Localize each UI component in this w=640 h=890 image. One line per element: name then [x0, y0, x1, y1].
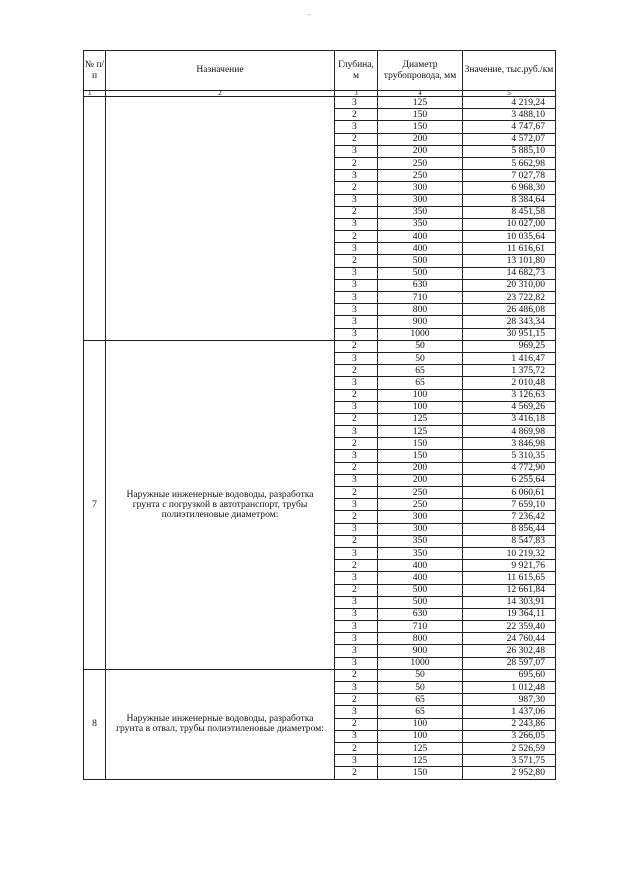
- value-cell: 1 437,06: [463, 706, 556, 718]
- column-number: 3: [335, 91, 378, 97]
- diameter-cell: 500: [378, 584, 463, 596]
- depth-cell: 3: [335, 97, 378, 109]
- value-cell: 8 856,44: [463, 523, 556, 535]
- diameter-cell: 250: [378, 487, 463, 499]
- header-depth: Глубина, м: [335, 51, 378, 91]
- value-cell: 4 572,07: [463, 133, 556, 145]
- value-cell: 8 384,64: [463, 194, 556, 206]
- depth-cell: 2: [335, 462, 378, 474]
- depth-cell: 3: [335, 572, 378, 584]
- depth-cell: 2: [335, 109, 378, 121]
- diameter-cell: 300: [378, 523, 463, 535]
- depth-cell: 2: [335, 511, 378, 523]
- depth-cell: 3: [335, 450, 378, 462]
- item-description: Наружные инженерные водоводы, разработка грунта в отвал, трубы полиэтиленовые диаметром:: [106, 669, 335, 779]
- diameter-cell: 350: [378, 547, 463, 559]
- diameter-cell: 300: [378, 194, 463, 206]
- depth-cell: 2: [335, 133, 378, 145]
- value-cell: 23 722,82: [463, 292, 556, 304]
- diameter-cell: 900: [378, 316, 463, 328]
- header-value: Значение, тыс.руб./км: [463, 51, 556, 91]
- value-cell: 12 661,84: [463, 584, 556, 596]
- diameter-cell: 65: [378, 694, 463, 706]
- depth-cell: 3: [335, 657, 378, 669]
- diameter-cell: 400: [378, 560, 463, 572]
- value-cell: 987,30: [463, 694, 556, 706]
- value-cell: 24 760,44: [463, 633, 556, 645]
- diameter-cell: 125: [378, 426, 463, 438]
- value-cell: 13 101,80: [463, 255, 556, 267]
- depth-cell: 2: [335, 694, 378, 706]
- value-cell: 3 846,98: [463, 438, 556, 450]
- diameter-cell: 100: [378, 718, 463, 730]
- value-cell: 1 012,48: [463, 682, 556, 694]
- depth-cell: 3: [335, 523, 378, 535]
- diameter-cell: 50: [378, 669, 463, 681]
- depth-cell: 2: [335, 231, 378, 243]
- value-cell: 20 310,00: [463, 279, 556, 291]
- diameter-cell: 125: [378, 755, 463, 767]
- diameter-cell: 350: [378, 535, 463, 547]
- depth-cell: 2: [335, 767, 378, 779]
- diameter-cell: 250: [378, 170, 463, 182]
- depth-cell: 2: [335, 742, 378, 754]
- diameter-cell: 400: [378, 231, 463, 243]
- value-cell: 11 615,65: [463, 572, 556, 584]
- item-description: [106, 97, 335, 341]
- depth-cell: 2: [335, 340, 378, 352]
- value-cell: 6 060,61: [463, 487, 556, 499]
- diameter-cell: 800: [378, 633, 463, 645]
- depth-cell: 2: [335, 413, 378, 425]
- value-cell: 28 597,07: [463, 657, 556, 669]
- depth-cell: 2: [335, 182, 378, 194]
- depth-cell: 2: [335, 487, 378, 499]
- header-row: [84, 51, 556, 91]
- depth-cell: 3: [335, 170, 378, 182]
- depth-cell: 3: [335, 352, 378, 364]
- diameter-cell: 500: [378, 255, 463, 267]
- value-cell: 9 921,76: [463, 560, 556, 572]
- depth-cell: 3: [335, 121, 378, 133]
- value-cell: 4 747,67: [463, 121, 556, 133]
- diameter-cell: 65: [378, 706, 463, 718]
- depth-cell: 3: [335, 474, 378, 486]
- value-cell: 4 569,26: [463, 401, 556, 413]
- value-cell: 1 375,72: [463, 365, 556, 377]
- value-cell: 10 219,32: [463, 547, 556, 559]
- depth-cell: 2: [335, 584, 378, 596]
- diameter-cell: 150: [378, 767, 463, 779]
- diameter-cell: 500: [378, 596, 463, 608]
- value-cell: 26 302,48: [463, 645, 556, 657]
- value-cell: 30 951,15: [463, 328, 556, 340]
- value-cell: 4 772,90: [463, 462, 556, 474]
- value-cell: 10 027,00: [463, 218, 556, 230]
- diameter-cell: 800: [378, 304, 463, 316]
- diameter-cell: 1000: [378, 657, 463, 669]
- value-cell: 4 219,24: [463, 97, 556, 109]
- value-cell: 695,60: [463, 669, 556, 681]
- depth-cell: 3: [335, 596, 378, 608]
- diameter-cell: 150: [378, 121, 463, 133]
- diameter-cell: 1000: [378, 328, 463, 340]
- value-cell: 969,25: [463, 340, 556, 352]
- diameter-cell: 200: [378, 474, 463, 486]
- diameter-cell: 100: [378, 730, 463, 742]
- diameter-cell: 150: [378, 109, 463, 121]
- item-description: Наружные инженерные водоводы, разработка грунта с погрузкой в автотранспорт, трубы полиэтиленовые диаметром:: [106, 340, 335, 669]
- column-number: 5: [463, 91, 556, 97]
- value-cell: 28 343,34: [463, 316, 556, 328]
- value-cell: 10 035,64: [463, 231, 556, 243]
- value-cell: 4 869,98: [463, 426, 556, 438]
- item-number: [84, 97, 106, 341]
- depth-cell: 2: [335, 560, 378, 572]
- value-cell: 2 526,59: [463, 742, 556, 754]
- item-number: 8: [84, 669, 106, 779]
- diameter-cell: 300: [378, 182, 463, 194]
- diameter-cell: 50: [378, 352, 463, 364]
- value-cell: 11 616,61: [463, 243, 556, 255]
- depth-cell: 3: [335, 499, 378, 511]
- value-cell: 3 266,05: [463, 730, 556, 742]
- column-number: 2: [106, 91, 335, 97]
- diameter-cell: 100: [378, 389, 463, 401]
- value-cell: 8 547,83: [463, 535, 556, 547]
- value-cell: 14 303,91: [463, 596, 556, 608]
- depth-cell: 3: [335, 243, 378, 255]
- depth-cell: 3: [335, 316, 378, 328]
- value-cell: 8 451,58: [463, 206, 556, 218]
- header-diameter: Диаметр трубопровода, мм: [378, 51, 463, 91]
- item-number: 7: [84, 340, 106, 669]
- depth-cell: 3: [335, 304, 378, 316]
- depth-cell: 3: [335, 621, 378, 633]
- depth-cell: 3: [335, 328, 378, 340]
- diameter-cell: 400: [378, 243, 463, 255]
- depth-cell: 3: [335, 645, 378, 657]
- diameter-cell: 200: [378, 133, 463, 145]
- depth-cell: 3: [335, 706, 378, 718]
- column-number: 1: [84, 91, 106, 97]
- depth-cell: 3: [335, 547, 378, 559]
- diameter-cell: 200: [378, 462, 463, 474]
- page-mark: -: [308, 10, 311, 18]
- diameter-cell: 125: [378, 97, 463, 109]
- diameter-cell: 300: [378, 511, 463, 523]
- depth-cell: 3: [335, 730, 378, 742]
- depth-cell: 2: [335, 669, 378, 681]
- diameter-cell: 125: [378, 742, 463, 754]
- value-cell: 2 010,48: [463, 377, 556, 389]
- value-cell: 5 310,35: [463, 450, 556, 462]
- diameter-cell: 350: [378, 206, 463, 218]
- value-cell: 7 659,10: [463, 499, 556, 511]
- diameter-cell: 400: [378, 572, 463, 584]
- depth-cell: 2: [335, 365, 378, 377]
- tariff-table: [83, 50, 556, 780]
- depth-cell: 3: [335, 267, 378, 279]
- diameter-cell: 630: [378, 608, 463, 620]
- header-name: Назначение: [106, 51, 335, 91]
- diameter-cell: 100: [378, 401, 463, 413]
- diameter-cell: 500: [378, 267, 463, 279]
- value-cell: 6 255,64: [463, 474, 556, 486]
- depth-cell: 3: [335, 377, 378, 389]
- value-cell: 3 126,63: [463, 389, 556, 401]
- value-cell: 1 416,47: [463, 352, 556, 364]
- value-cell: 3 571,75: [463, 755, 556, 767]
- diameter-cell: 250: [378, 499, 463, 511]
- depth-cell: 3: [335, 633, 378, 645]
- diameter-cell: 50: [378, 340, 463, 352]
- value-cell: 5 885,10: [463, 145, 556, 157]
- value-cell: 7 236,42: [463, 511, 556, 523]
- diameter-cell: 630: [378, 279, 463, 291]
- value-cell: 14 682,73: [463, 267, 556, 279]
- depth-cell: 3: [335, 755, 378, 767]
- value-cell: 3 416,18: [463, 413, 556, 425]
- table-row: [84, 97, 556, 109]
- depth-cell: 3: [335, 426, 378, 438]
- diameter-cell: 150: [378, 438, 463, 450]
- diameter-cell: 65: [378, 365, 463, 377]
- depth-cell: 2: [335, 255, 378, 267]
- depth-cell: 3: [335, 145, 378, 157]
- diameter-cell: 250: [378, 157, 463, 169]
- depth-cell: 2: [335, 438, 378, 450]
- column-number: 4: [378, 91, 463, 97]
- header-no: № п/п: [84, 51, 106, 91]
- depth-cell: 2: [335, 535, 378, 547]
- value-cell: 6 968,30: [463, 182, 556, 194]
- depth-cell: 2: [335, 389, 378, 401]
- diameter-cell: 50: [378, 682, 463, 694]
- depth-cell: 3: [335, 608, 378, 620]
- depth-cell: 3: [335, 194, 378, 206]
- table-body: [84, 97, 556, 780]
- depth-cell: 3: [335, 218, 378, 230]
- diameter-cell: 200: [378, 145, 463, 157]
- diameter-cell: 710: [378, 621, 463, 633]
- value-cell: 3 488,10: [463, 109, 556, 121]
- value-cell: 26 486,08: [463, 304, 556, 316]
- value-cell: 2 243,86: [463, 718, 556, 730]
- value-cell: 19 364,11: [463, 608, 556, 620]
- value-cell: 5 662,98: [463, 157, 556, 169]
- depth-cell: 3: [335, 292, 378, 304]
- diameter-cell: 900: [378, 645, 463, 657]
- diameter-cell: 125: [378, 413, 463, 425]
- table-row: [84, 669, 556, 681]
- value-cell: 2 952,80: [463, 767, 556, 779]
- table-row: [84, 340, 556, 352]
- depth-cell: 2: [335, 157, 378, 169]
- depth-cell: 3: [335, 682, 378, 694]
- depth-cell: 2: [335, 718, 378, 730]
- diameter-cell: 150: [378, 450, 463, 462]
- depth-cell: 3: [335, 279, 378, 291]
- value-cell: 22 359,40: [463, 621, 556, 633]
- diameter-cell: 350: [378, 218, 463, 230]
- diameter-cell: 710: [378, 292, 463, 304]
- diameter-cell: 65: [378, 377, 463, 389]
- depth-cell: 2: [335, 206, 378, 218]
- depth-cell: 3: [335, 401, 378, 413]
- value-cell: 7 027,78: [463, 170, 556, 182]
